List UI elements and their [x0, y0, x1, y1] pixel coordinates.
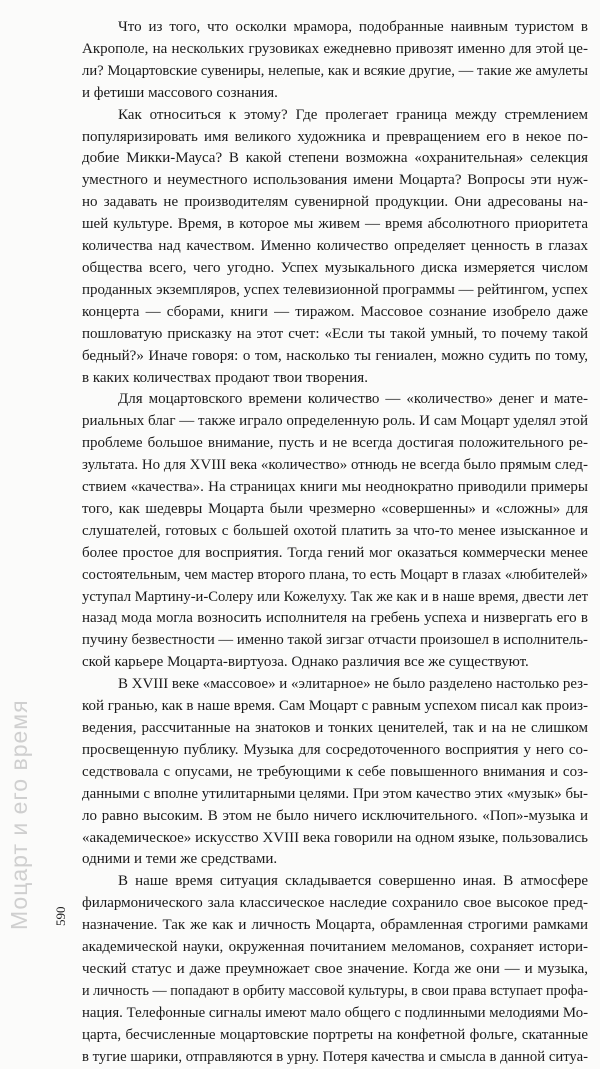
- text-line: уместного и неуместного использования имени Моцарта? Вопросы эти нуж-: [82, 172, 588, 189]
- page-number: [53, 900, 73, 928]
- text-line: того, как шедевры Моцарта были чрезмерно «совершенны» и «сложны» для: [82, 500, 588, 517]
- text-line: нация. Телефонные сигналы имеют мало общего с подлинными мелодиями Мо-: [82, 1004, 589, 1021]
- text-line: проблеме большое внимание, пусть и не всегда достигая положительного ре-: [82, 435, 588, 452]
- text-line: зультата. Но для XVIII века «количество» отнюдь не всегда было прямым след-: [82, 457, 588, 474]
- text-line: пучину безвестности — именно такой зигзаг отчасти произошел в исполнитель-: [82, 632, 588, 649]
- text-line: ской карьере Моцарта-виртуоза. Однако различия все же существуют.: [82, 654, 529, 671]
- text-line: проданных экземпляров, успех телевизионной программы — рейтингом, успех: [82, 281, 588, 298]
- text-line: назначение. Так же как и личность Моцарта, обрамленная строгими рамками: [82, 917, 588, 934]
- text-line: «академическое» искусство XVIII века говорили на одном языке, пользовались: [82, 829, 588, 846]
- text-line: добие Микки-Мауса? В какой степени возможна «охранительная» селекция: [82, 150, 588, 167]
- text-line: риальных благ — также играло определенную роль. И сам Моцарт уделял этой: [82, 413, 589, 430]
- text-line: в тугие шарики, отправляются в урну. Потеря качества и смысла в данной ситуа-: [82, 1048, 588, 1065]
- text-line: царта, бесчисленные моцартовские портреты на конфетной фольге, скатанные: [82, 1026, 588, 1043]
- running-head-book-title: [6, 660, 36, 930]
- text-line: более простое для восприятия. Тогда гений мог оказаться коммерчески менее: [82, 544, 588, 561]
- text-line: академической науки, окруженная почитанием меломанов, сохраняет истори-: [82, 939, 588, 956]
- text-line: шей культуре. Время, в которое мы живем — время абсолютного приоритета: [82, 216, 589, 233]
- text-line: пошловатую присказку на этот счет: «Если ты такой умный, то почему такой: [82, 325, 589, 342]
- page-number-text: 590: [53, 906, 68, 926]
- text-line: назад мода могла возносить исполнителя на гребень успеха и низвергать его в: [82, 610, 589, 627]
- text-line: В наше время ситуация складывается совершенно иная. В атмосфере: [118, 873, 588, 890]
- text-line: концерта — сборами, книги — тиражом. Массовое сознание изобрело даже: [82, 303, 589, 320]
- running-head-text: Моцарт и его время: [6, 699, 32, 930]
- text-line: просвещенную публику. Музыка для сосредоточенного восприятия у него со-: [82, 741, 588, 758]
- text-line: общества всего, чего угодно. Успех музыкального диска измеряется числом: [82, 259, 589, 276]
- text-line: ведения, рассчитанные на знатоков и тонких ценителей, так и на не слишком: [82, 720, 588, 736]
- text-line: данными с вполне утилитарными целями. При этом качество этих «музык» бы-: [82, 785, 589, 802]
- text-line: ли? Моцартовские сувениры, нелепые, как и всякие другие, — такие же амулеты: [82, 62, 589, 79]
- text-line: ло равно высоким. В этом не было ничего исключительного. «Поп»-музыка и: [82, 807, 589, 824]
- text-line: филармонического зала классическое наследие сохранило свое высокое пред-: [82, 895, 588, 912]
- text-line: ческий статус и даже преумножает свое значение. Когда же они — и музыка,: [82, 960, 589, 977]
- text-line: ствием «качества». На страницах книги мы неоднократно приводили примеры: [82, 479, 588, 496]
- text-line: слушателей, готовых с большей охотой платить за что-то менее изысканное и: [82, 522, 589, 539]
- text-line: Для моцартовского времени количество — «количество» денег и мате-: [118, 391, 589, 408]
- text-line: бедный?» Иначе говоря: о том, насколько ты гениален, можно судить по тому,: [82, 347, 588, 364]
- text-line: в каких количествах продают твои творения.: [82, 369, 368, 386]
- text-line: одними и теми же средствами.: [82, 851, 278, 868]
- text-line: Акрополе, на нескольких грузовиках ежедневно привозят именно для этой це-: [82, 40, 588, 57]
- text-line: и фетиши массового сознания.: [82, 84, 278, 101]
- text-line: Как относиться к этому? Где пролегает граница между стремлением: [118, 106, 588, 123]
- text-line: количества над качеством. Именно количество определяет ценность в глазах: [82, 238, 588, 255]
- text-line: кой гранью, как в наше время. Сам Моцарт с равным успехом писал как произ-: [82, 698, 588, 715]
- text-line: Что из того, что осколки мрамора, подобранные наивным туристом в: [118, 19, 588, 35]
- text-line: и личность — попадают в орбиту массовой культуры, в свои права вступает профа-: [82, 982, 588, 999]
- text-line: уступал Мартину-и-Солеру или Кожелуху. Так же как и в наше время, двести лет: [82, 588, 588, 605]
- body-text: [82, 17, 588, 1069]
- text-line: седствовала с опусами, не требующими к себе повышенного внимания и соз-: [82, 763, 588, 780]
- text-line: В XVIII веке «массовое» и «элитарное» не было разделено настолько рез-: [118, 676, 589, 693]
- text-line: состоятельным, чем мастер второго плана, то есть Моцарт в глазах «любителей»: [82, 566, 588, 583]
- text-line: популяризировать имя великого художника и превращением его в некое по-: [82, 128, 589, 145]
- text-line: но задавать не производителям сувенирной продукции. Они адресованы на-: [82, 194, 589, 211]
